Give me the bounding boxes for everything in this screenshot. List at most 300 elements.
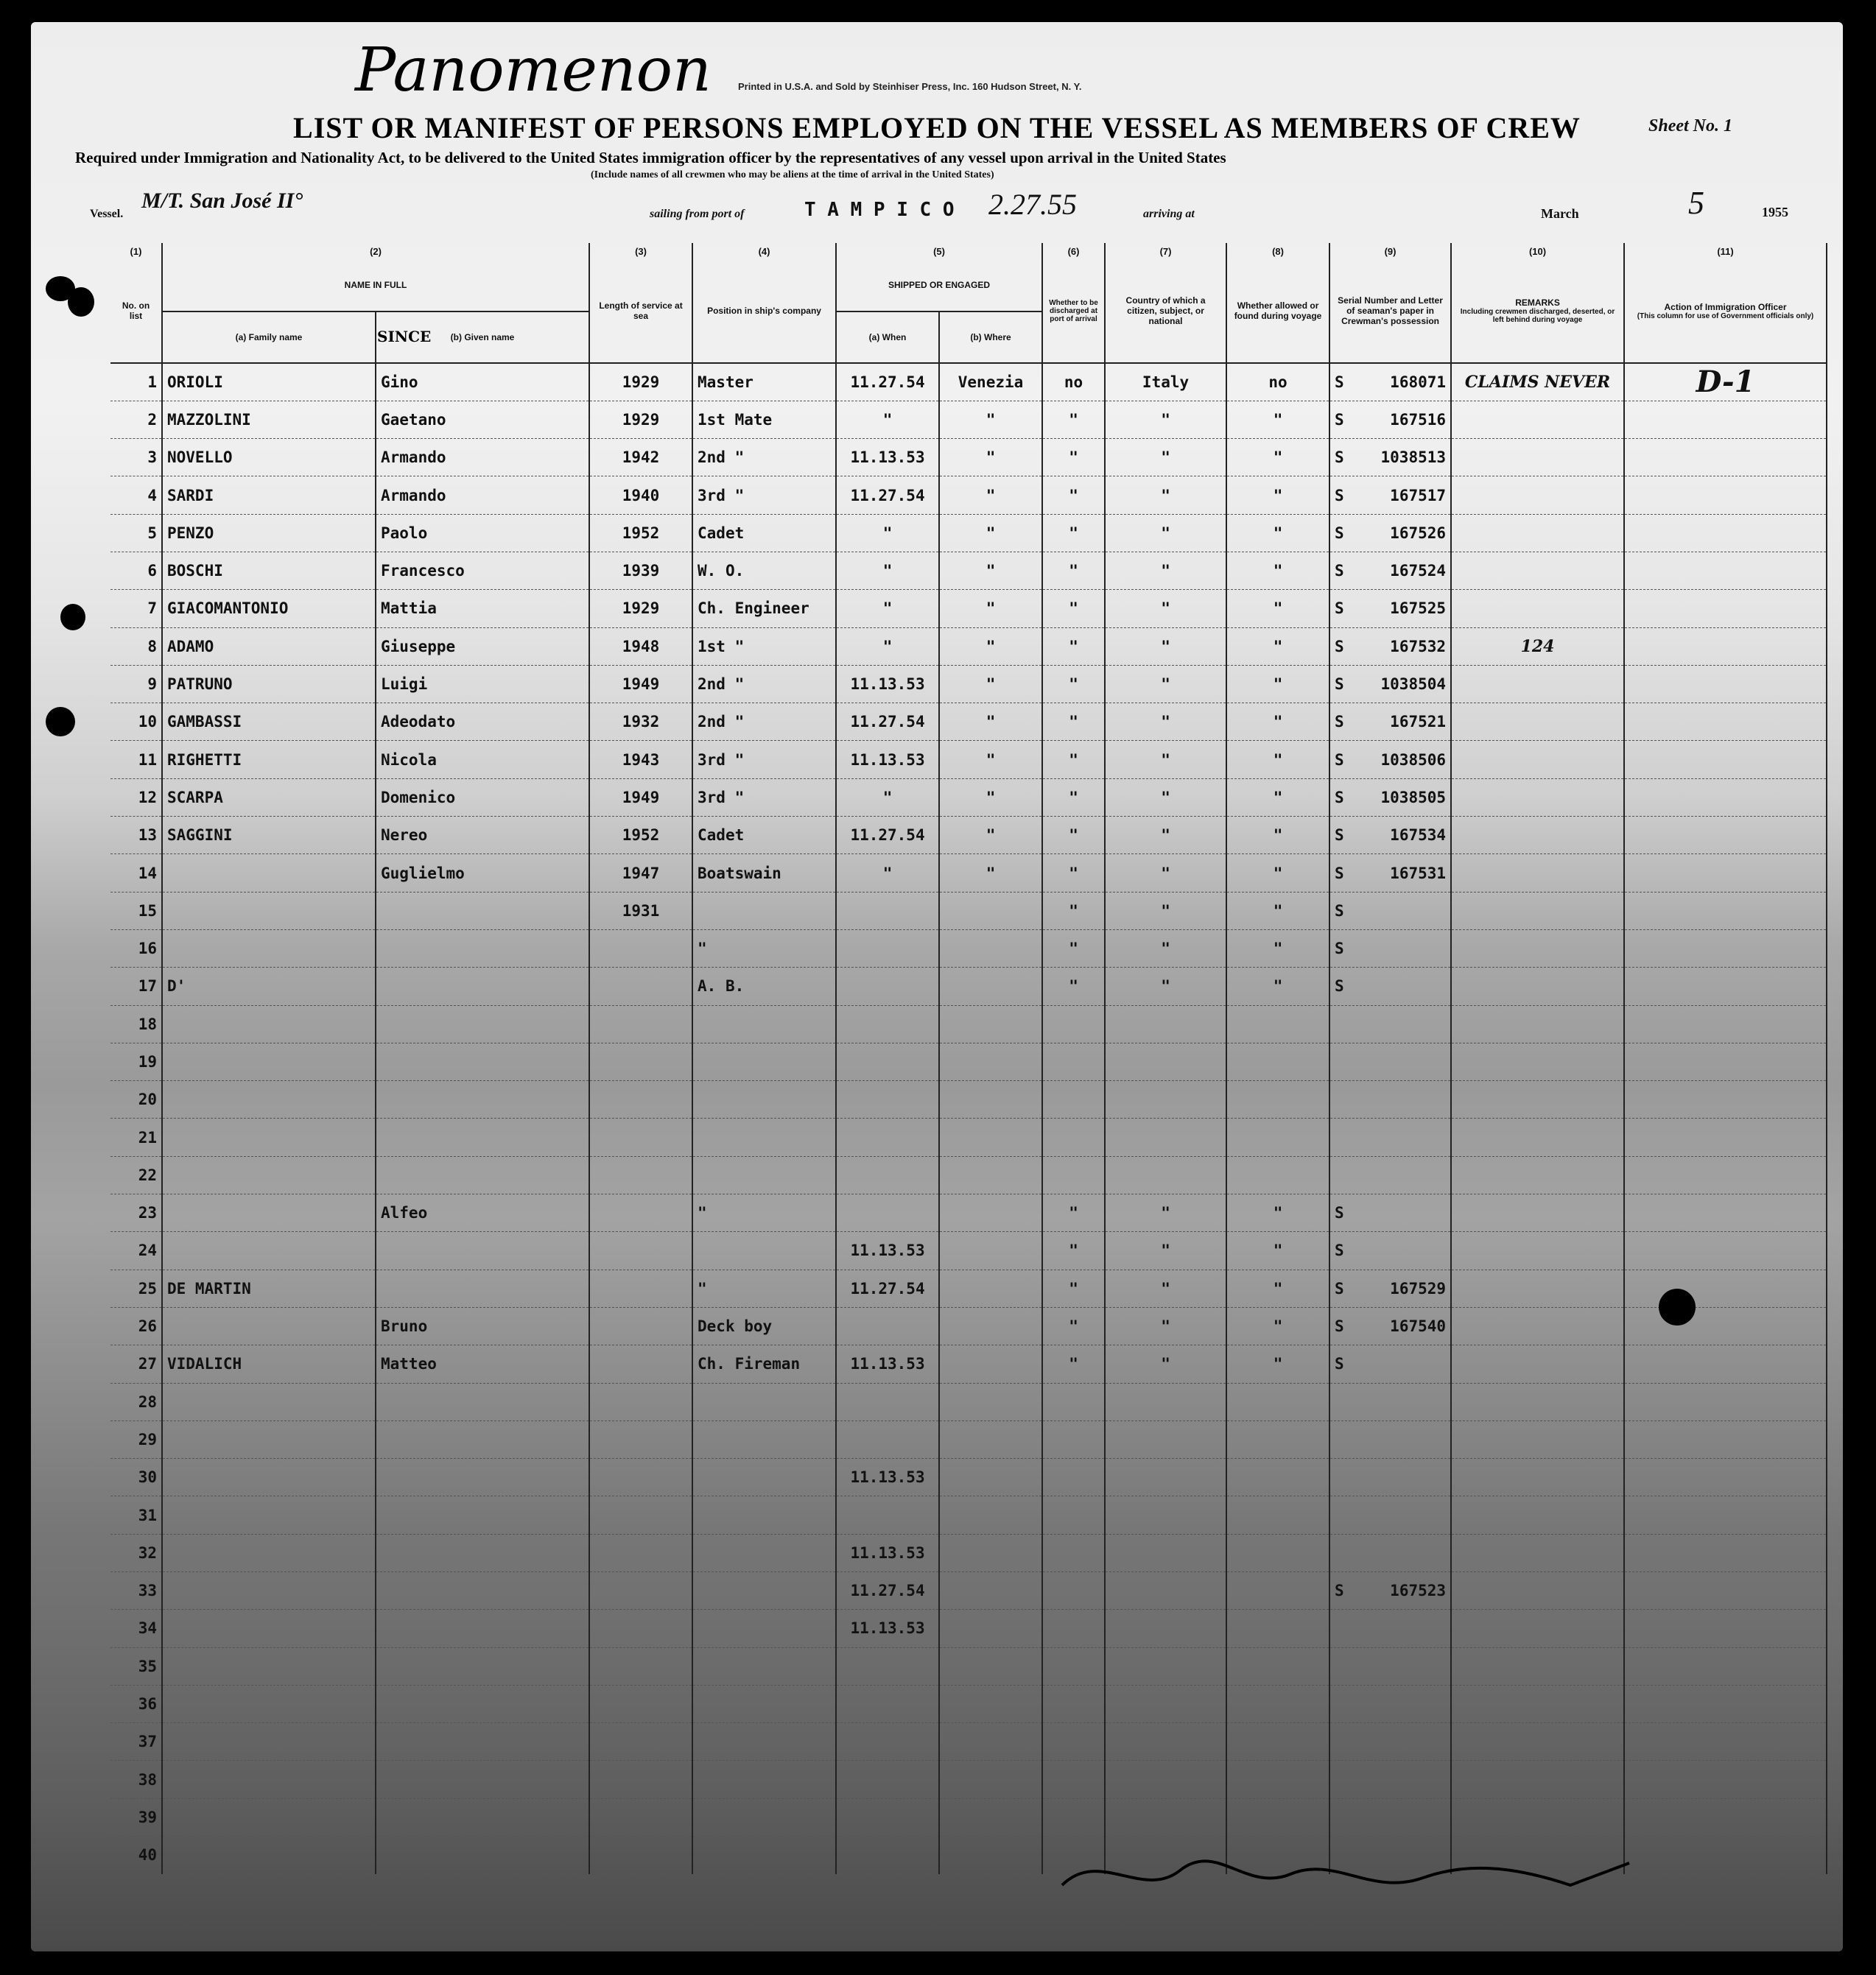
header-action-sub: (This column for use of Government officials only) bbox=[1637, 311, 1814, 320]
row-number-cell: 23 bbox=[110, 1194, 162, 1232]
position-cell bbox=[692, 1156, 836, 1194]
country-cell: Italy bbox=[1105, 363, 1226, 401]
table-row bbox=[110, 1043, 1827, 1080]
remarks-cell bbox=[1451, 1345, 1624, 1383]
table-row bbox=[110, 703, 1827, 741]
row-number-cell: 1 bbox=[110, 363, 162, 401]
arriving-label: arriving at bbox=[1143, 208, 1195, 220]
immigration-action-cell bbox=[1624, 1194, 1827, 1232]
row-number-cell: 4 bbox=[110, 476, 162, 514]
country-cell bbox=[1105, 1723, 1226, 1761]
shipped-where-cell: " bbox=[939, 514, 1042, 552]
seaman-letter: S bbox=[1335, 1317, 1344, 1336]
punch-hole bbox=[46, 707, 75, 736]
header-seamans-number: Serial Number and Letter of seaman's paper in Crewman's possession bbox=[1329, 259, 1451, 363]
seaman-letter: S bbox=[1335, 524, 1344, 542]
table-row bbox=[110, 741, 1827, 778]
seaman-letter: S bbox=[1335, 750, 1344, 769]
given-name-cell bbox=[376, 1270, 589, 1307]
remarks-cell bbox=[1451, 741, 1624, 778]
remarks-cell bbox=[1451, 590, 1624, 627]
position-cell: " bbox=[692, 1194, 836, 1232]
service-year-cell bbox=[589, 1345, 692, 1383]
seaman-number-cell bbox=[1329, 1119, 1451, 1156]
col-num: (6) bbox=[1042, 243, 1105, 259]
service-year-cell: 1949 bbox=[589, 665, 692, 703]
deserted-cell bbox=[1226, 1005, 1329, 1043]
row-number-cell: 2 bbox=[110, 401, 162, 438]
seaman-number-cell bbox=[1329, 1156, 1451, 1194]
remarks-cell bbox=[1451, 1156, 1624, 1194]
country-cell: " bbox=[1105, 1232, 1226, 1270]
discharged-cell: " bbox=[1042, 401, 1105, 438]
discharged-cell: " bbox=[1042, 552, 1105, 589]
service-year-cell bbox=[589, 1043, 692, 1080]
family-name-cell: VIDALICH bbox=[162, 1345, 376, 1383]
position-cell: Ch. Fireman bbox=[692, 1345, 836, 1383]
remarks-cell bbox=[1451, 476, 1624, 514]
position-cell bbox=[692, 1647, 836, 1685]
given-name-cell bbox=[376, 1119, 589, 1156]
discharged-cell: " bbox=[1042, 968, 1105, 1005]
table-row bbox=[110, 401, 1827, 438]
row-number-cell: 5 bbox=[110, 514, 162, 552]
seaman-number-cell bbox=[1329, 1194, 1451, 1232]
deserted-cell bbox=[1226, 1534, 1329, 1571]
printer-line: Printed in U.S.A. and Sold by Steinhiser Press, Inc. 160 Hudson Street, N. Y. bbox=[738, 81, 1082, 92]
service-year-cell: 1943 bbox=[589, 741, 692, 778]
immigration-action-cell bbox=[1624, 1119, 1827, 1156]
service-year-cell: 1929 bbox=[589, 401, 692, 438]
required-line: Required under Immigration and Nationality Act, to be delivered to the United States immigration officer by the representatives of any vessel upon arrival in the United States bbox=[75, 149, 1226, 166]
given-name-cell bbox=[376, 1685, 589, 1722]
service-year-cell: 1929 bbox=[589, 363, 692, 401]
immigration-action-cell bbox=[1624, 1798, 1827, 1836]
immigration-action-cell bbox=[1624, 1232, 1827, 1270]
seaman-number-cell bbox=[1329, 741, 1451, 778]
header-action bbox=[1624, 259, 1827, 363]
table-row bbox=[110, 1723, 1827, 1761]
given-name-cell: Giuseppe bbox=[376, 627, 589, 665]
header-discharged: Whether to be discharged at port of arrival bbox=[1042, 259, 1105, 363]
immigration-action-cell bbox=[1624, 854, 1827, 892]
row-number-cell: 34 bbox=[110, 1610, 162, 1647]
table-row bbox=[110, 1610, 1827, 1647]
country-cell: " bbox=[1105, 552, 1226, 589]
seaman-letter: S bbox=[1335, 562, 1344, 580]
col-num: (11) bbox=[1624, 243, 1827, 259]
given-name-cell: Francesco bbox=[376, 552, 589, 589]
table-row bbox=[110, 1420, 1827, 1458]
country-cell: " bbox=[1105, 1345, 1226, 1383]
shipped-when-cell: " bbox=[836, 552, 939, 589]
position-cell: Boatswain bbox=[692, 854, 836, 892]
row-number-cell: 36 bbox=[110, 1685, 162, 1722]
shipped-where-cell: " bbox=[939, 627, 1042, 665]
seaman-number-cell bbox=[1329, 439, 1451, 476]
vessel-name: M/T. San José II° bbox=[141, 189, 303, 213]
discharged-cell bbox=[1042, 1798, 1105, 1836]
remarks-cell bbox=[1451, 439, 1624, 476]
service-year-cell: 1952 bbox=[589, 514, 692, 552]
given-name-cell: Guglielmo bbox=[376, 854, 589, 892]
col-num: (8) bbox=[1226, 243, 1329, 259]
immigration-action-cell bbox=[1624, 1307, 1827, 1345]
row-number-cell: 28 bbox=[110, 1383, 162, 1420]
service-year-cell bbox=[589, 1798, 692, 1836]
service-year-cell bbox=[589, 1232, 692, 1270]
service-year-cell bbox=[589, 929, 692, 967]
country-cell: " bbox=[1105, 476, 1226, 514]
remarks-cell bbox=[1451, 1081, 1624, 1119]
position-cell bbox=[692, 892, 836, 929]
header-country: Country of which a citizen, subject, or national bbox=[1105, 259, 1226, 363]
shipped-when-cell: 11.13.53 bbox=[836, 439, 939, 476]
discharged-cell: " bbox=[1042, 627, 1105, 665]
deserted-cell bbox=[1226, 1496, 1329, 1534]
shipped-where-cell bbox=[939, 1723, 1042, 1761]
deserted-cell bbox=[1226, 1572, 1329, 1610]
discharged-cell: " bbox=[1042, 1307, 1105, 1345]
shipped-when-cell: 11.27.54 bbox=[836, 1572, 939, 1610]
shipped-when-cell: 11.13.53 bbox=[836, 741, 939, 778]
service-year-cell bbox=[589, 1459, 692, 1496]
row-number-cell: 13 bbox=[110, 817, 162, 854]
remarks-cell bbox=[1451, 1383, 1624, 1420]
crew-rows bbox=[110, 363, 1827, 1874]
service-year-cell bbox=[589, 1005, 692, 1043]
table-row bbox=[110, 1798, 1827, 1836]
table-row bbox=[110, 476, 1827, 514]
given-name-cell bbox=[376, 1043, 589, 1080]
seaman-serial: 1038506 bbox=[1380, 750, 1447, 769]
header-position: Position in ship's company bbox=[692, 259, 836, 363]
row-number-cell: 35 bbox=[110, 1647, 162, 1685]
family-name-cell: GAMBASSI bbox=[162, 703, 376, 741]
discharged-cell: " bbox=[1042, 892, 1105, 929]
given-name-cell bbox=[376, 1232, 589, 1270]
remarks-cell bbox=[1451, 854, 1624, 892]
service-year-cell bbox=[589, 968, 692, 1005]
given-name-cell bbox=[376, 1837, 589, 1874]
remarks-cell bbox=[1451, 892, 1624, 929]
row-number-cell: 8 bbox=[110, 627, 162, 665]
discharged-cell: " bbox=[1042, 439, 1105, 476]
immigration-action-cell bbox=[1624, 1156, 1827, 1194]
remarks-cell bbox=[1451, 1270, 1624, 1307]
table-row bbox=[110, 1459, 1827, 1496]
deserted-cell bbox=[1226, 1459, 1329, 1496]
table-row bbox=[110, 1685, 1827, 1722]
deserted-cell: " bbox=[1226, 439, 1329, 476]
deserted-cell: " bbox=[1226, 1270, 1329, 1307]
family-name-cell bbox=[162, 1534, 376, 1571]
seaman-letter: S bbox=[1335, 940, 1344, 958]
position-cell: 3rd " bbox=[692, 476, 836, 514]
family-name-cell: ORIOLI bbox=[162, 363, 376, 401]
immigration-action-cell bbox=[1624, 665, 1827, 703]
family-name-cell: BOSCHI bbox=[162, 552, 376, 589]
deserted-cell: " bbox=[1226, 665, 1329, 703]
page-title: LIST OR MANIFEST OF PERSONS EMPLOYED ON THE VESSEL AS MEMBERS OF CREW bbox=[293, 111, 1581, 144]
shipped-when-cell bbox=[836, 1798, 939, 1836]
discharged-cell bbox=[1042, 1043, 1105, 1080]
deserted-cell bbox=[1226, 1610, 1329, 1647]
table-row bbox=[110, 1307, 1827, 1345]
row-number-cell: 25 bbox=[110, 1270, 162, 1307]
immigration-action-cell: D-1 bbox=[1624, 363, 1827, 401]
country-cell: " bbox=[1105, 817, 1226, 854]
family-name-cell: MAZZOLINI bbox=[162, 401, 376, 438]
country-cell: " bbox=[1105, 627, 1226, 665]
table-row bbox=[110, 1383, 1827, 1420]
seaman-number-cell bbox=[1329, 1270, 1451, 1307]
seaman-number-cell bbox=[1329, 627, 1451, 665]
shipped-when-cell bbox=[836, 1307, 939, 1345]
family-name-cell bbox=[162, 1723, 376, 1761]
country-cell: " bbox=[1105, 778, 1226, 816]
service-year-cell bbox=[589, 1307, 692, 1345]
given-name-cell: Nicola bbox=[376, 741, 589, 778]
header-remarks-title: REMARKS bbox=[1515, 298, 1560, 308]
immigration-action-cell bbox=[1624, 476, 1827, 514]
shipped-where-cell bbox=[939, 1383, 1042, 1420]
position-cell: 3rd " bbox=[692, 741, 836, 778]
position-cell: Ch. Engineer bbox=[692, 590, 836, 627]
shipped-when-cell: 11.27.54 bbox=[836, 363, 939, 401]
position-cell: 2nd " bbox=[692, 439, 836, 476]
shipped-when-cell bbox=[836, 1383, 939, 1420]
country-cell bbox=[1105, 1610, 1226, 1647]
shipped-where-cell: " bbox=[939, 439, 1042, 476]
shipped-when-cell: " bbox=[836, 590, 939, 627]
position-cell: 1st " bbox=[692, 627, 836, 665]
row-number-cell: 17 bbox=[110, 968, 162, 1005]
position-cell: Deck boy bbox=[692, 1307, 836, 1345]
remarks-cell bbox=[1451, 1119, 1624, 1156]
given-name-cell: Matteo bbox=[376, 1345, 589, 1383]
shipped-where-cell bbox=[939, 1496, 1042, 1534]
table-row bbox=[110, 1647, 1827, 1685]
header-action-title: Action of Immigration Officer bbox=[1664, 301, 1787, 312]
shipped-where-cell: " bbox=[939, 854, 1042, 892]
remarks-cell bbox=[1451, 1723, 1624, 1761]
given-name-cell bbox=[376, 929, 589, 967]
family-name-cell bbox=[162, 1043, 376, 1080]
row-number-cell: 15 bbox=[110, 892, 162, 929]
seaman-number-cell bbox=[1329, 1005, 1451, 1043]
row-number-cell: 7 bbox=[110, 590, 162, 627]
row-number-cell: 6 bbox=[110, 552, 162, 589]
sub-required-line: (Include names of all crewmen who may be aliens at the time of arrival in the United States) bbox=[591, 169, 994, 180]
immigration-action-cell bbox=[1624, 1005, 1827, 1043]
remarks-cell bbox=[1451, 817, 1624, 854]
position-cell bbox=[692, 1119, 836, 1156]
shipped-where-cell: " bbox=[939, 665, 1042, 703]
header-row-1 bbox=[110, 259, 1827, 311]
shipped-where-cell: " bbox=[939, 476, 1042, 514]
seaman-letter: S bbox=[1335, 448, 1344, 467]
header-name-in-full: NAME IN FULL bbox=[162, 259, 589, 311]
since-note: SINCE bbox=[377, 328, 432, 345]
remarks-cell: 124 bbox=[1451, 627, 1624, 665]
immigration-action-cell bbox=[1624, 892, 1827, 929]
seaman-serial: 167526 bbox=[1390, 524, 1447, 542]
table-row bbox=[110, 1005, 1827, 1043]
remarks-cell bbox=[1451, 1232, 1624, 1270]
family-name-cell: SAGGINI bbox=[162, 817, 376, 854]
shipped-when-cell: 11.13.53 bbox=[836, 665, 939, 703]
position-cell bbox=[692, 1005, 836, 1043]
deserted-cell: " bbox=[1226, 929, 1329, 967]
immigration-action-cell bbox=[1624, 1496, 1827, 1534]
deserted-cell bbox=[1226, 1685, 1329, 1722]
shipped-when-cell: 11.27.54 bbox=[836, 1270, 939, 1307]
family-name-cell: NOVELLO bbox=[162, 439, 376, 476]
table-row bbox=[110, 1572, 1827, 1610]
country-cell: " bbox=[1105, 1194, 1226, 1232]
service-year-cell bbox=[589, 1270, 692, 1307]
family-name-cell bbox=[162, 1194, 376, 1232]
position-cell: Cadet bbox=[692, 817, 836, 854]
deserted-cell bbox=[1226, 1081, 1329, 1119]
shipped-where-cell: " bbox=[939, 778, 1042, 816]
seaman-letter: S bbox=[1335, 1355, 1344, 1373]
table-row bbox=[110, 1761, 1827, 1798]
country-cell bbox=[1105, 1459, 1226, 1496]
seaman-number-cell bbox=[1329, 1761, 1451, 1798]
seaman-letter: S bbox=[1335, 901, 1344, 920]
seaman-number-cell bbox=[1329, 817, 1451, 854]
discharged-cell: " bbox=[1042, 1270, 1105, 1307]
remarks-cell bbox=[1451, 1610, 1624, 1647]
row-number-cell: 32 bbox=[110, 1534, 162, 1571]
deserted-cell: " bbox=[1226, 1232, 1329, 1270]
shipped-when-cell bbox=[836, 1837, 939, 1874]
shipped-where-cell: " bbox=[939, 552, 1042, 589]
service-year-cell: 1948 bbox=[589, 627, 692, 665]
seaman-serial: 1038513 bbox=[1380, 448, 1447, 467]
discharged-cell bbox=[1042, 1081, 1105, 1119]
position-cell bbox=[692, 1081, 836, 1119]
immigration-action-cell bbox=[1624, 1081, 1827, 1119]
shipped-when-cell bbox=[836, 1005, 939, 1043]
seaman-number-cell bbox=[1329, 968, 1451, 1005]
deserted-cell: " bbox=[1226, 1194, 1329, 1232]
row-number-cell: 3 bbox=[110, 439, 162, 476]
service-year-cell bbox=[589, 1383, 692, 1420]
shipped-where-cell bbox=[939, 929, 1042, 967]
family-name-cell bbox=[162, 1837, 376, 1874]
given-name-cell: Armando bbox=[376, 439, 589, 476]
immigration-action-cell bbox=[1624, 401, 1827, 438]
given-name-cell bbox=[376, 1496, 589, 1534]
ink-blot bbox=[1659, 1289, 1696, 1326]
service-year-cell bbox=[589, 1761, 692, 1798]
family-name-cell: D' bbox=[162, 968, 376, 1005]
discharged-cell bbox=[1042, 1685, 1105, 1722]
given-name-cell: Gino bbox=[376, 363, 589, 401]
family-name-cell bbox=[162, 1761, 376, 1798]
discharged-cell: " bbox=[1042, 854, 1105, 892]
shipped-where-cell: Venezia bbox=[939, 363, 1042, 401]
family-name-cell bbox=[162, 1798, 376, 1836]
immigration-action-cell bbox=[1624, 1685, 1827, 1722]
row-number-cell: 26 bbox=[110, 1307, 162, 1345]
country-cell: " bbox=[1105, 741, 1226, 778]
given-name-cell: Gaetano bbox=[376, 401, 589, 438]
country-cell: " bbox=[1105, 1307, 1226, 1345]
shipped-where-cell bbox=[939, 1610, 1042, 1647]
row-number-cell: 33 bbox=[110, 1572, 162, 1610]
immigration-action-cell bbox=[1624, 627, 1827, 665]
discharged-cell: " bbox=[1042, 1232, 1105, 1270]
service-year-cell bbox=[589, 1119, 692, 1156]
seaman-number-cell bbox=[1329, 1345, 1451, 1383]
family-name-cell bbox=[162, 1572, 376, 1610]
country-cell: " bbox=[1105, 1270, 1226, 1307]
header-where: (b) Where bbox=[939, 311, 1042, 363]
seaman-letter: S bbox=[1335, 788, 1344, 806]
row-number-cell: 16 bbox=[110, 929, 162, 967]
family-name-cell bbox=[162, 1685, 376, 1722]
family-name-cell: ADAMO bbox=[162, 627, 376, 665]
shipped-where-cell bbox=[939, 1005, 1042, 1043]
shipped-where-cell bbox=[939, 1534, 1042, 1571]
shipped-when-cell bbox=[836, 1081, 939, 1119]
deserted-cell: " bbox=[1226, 1307, 1329, 1345]
table-row bbox=[110, 778, 1827, 816]
remarks-cell: CLAIMS NEVER bbox=[1451, 363, 1624, 401]
family-name-cell: PATRUNO bbox=[162, 665, 376, 703]
country-cell: " bbox=[1105, 514, 1226, 552]
service-year-cell bbox=[589, 1572, 692, 1610]
country-cell: " bbox=[1105, 854, 1226, 892]
deserted-cell: " bbox=[1226, 514, 1329, 552]
discharged-cell bbox=[1042, 1647, 1105, 1685]
seaman-number-cell bbox=[1329, 514, 1451, 552]
header-when: (a) When bbox=[836, 311, 939, 363]
position-cell bbox=[692, 1534, 836, 1571]
position-cell: 2nd " bbox=[692, 665, 836, 703]
sheet-number-value: 1 bbox=[1724, 116, 1732, 135]
discharged-cell bbox=[1042, 1723, 1105, 1761]
country-cell bbox=[1105, 1798, 1226, 1836]
family-name-cell bbox=[162, 892, 376, 929]
row-number-cell: 10 bbox=[110, 703, 162, 741]
shipped-where-cell: " bbox=[939, 401, 1042, 438]
shipped-when-cell bbox=[836, 929, 939, 967]
col-num: (7) bbox=[1105, 243, 1226, 259]
given-name-cell bbox=[376, 968, 589, 1005]
discharged-cell: no bbox=[1042, 363, 1105, 401]
deserted-cell: " bbox=[1226, 476, 1329, 514]
service-year-cell: 1942 bbox=[589, 439, 692, 476]
position-cell: W. O. bbox=[692, 552, 836, 589]
shipped-where-cell bbox=[939, 1307, 1042, 1345]
seaman-serial: 1038504 bbox=[1380, 675, 1447, 694]
sheet-number bbox=[1648, 116, 1732, 136]
shipped-when-cell: " bbox=[836, 627, 939, 665]
seaman-serial: 167531 bbox=[1390, 864, 1447, 882]
table-row bbox=[110, 1232, 1827, 1270]
remarks-cell bbox=[1451, 1534, 1624, 1571]
immigration-action-cell bbox=[1624, 1837, 1827, 1874]
vessel-label: Vessel. bbox=[90, 208, 124, 220]
shipped-where-cell bbox=[939, 1081, 1042, 1119]
given-name-cell bbox=[376, 1459, 589, 1496]
country-cell: " bbox=[1105, 439, 1226, 476]
